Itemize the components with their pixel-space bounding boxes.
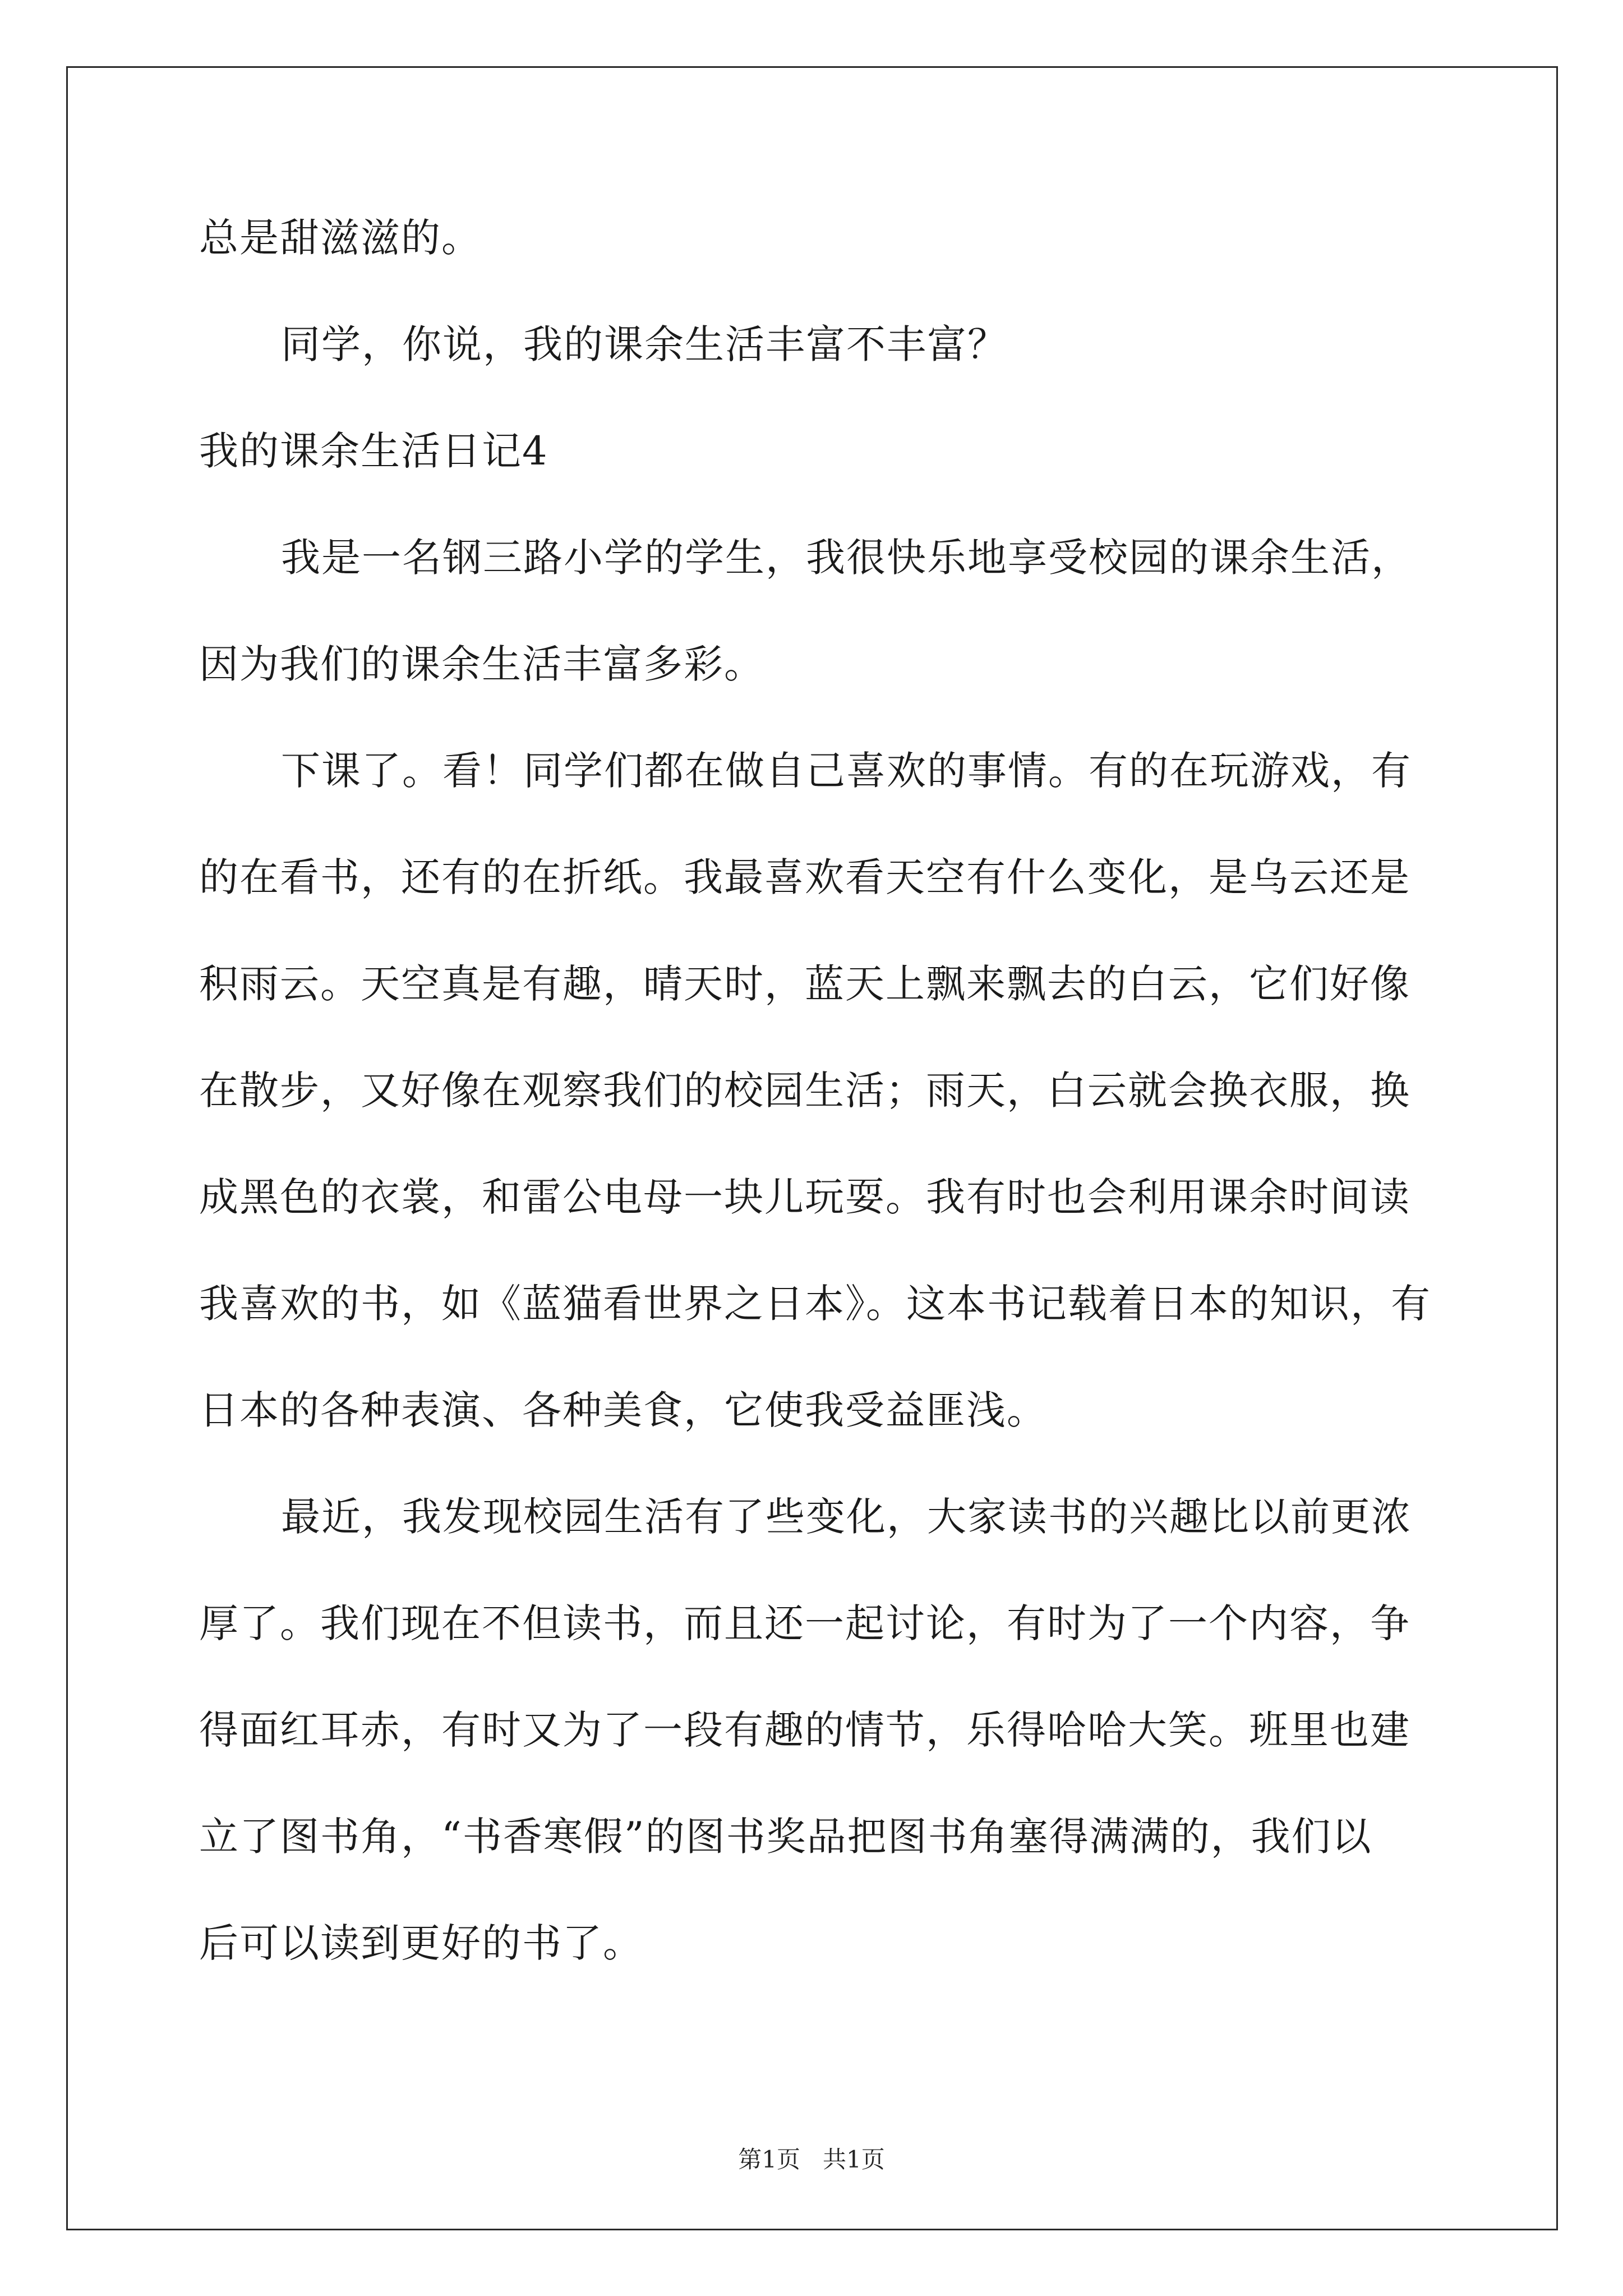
- text-line: 最近，我发现校园生活有了些变化，大家读书的兴趣比以前更浓: [281, 1494, 1412, 1540]
- text-line: 在散步，又好像在观察我们的校园生活；雨天，白云就会换衣服，换: [199, 1068, 1410, 1114]
- text-line: 因为我们的课余生活丰富多彩。: [199, 641, 764, 687]
- section-heading: 我的课余生活日记4: [199, 428, 548, 474]
- text-line: 总是甜滋滋的。: [199, 215, 482, 261]
- text-line: 同学，你说，我的课余生活丰富不丰富？: [281, 321, 1008, 367]
- text-line: 下课了。看！同学们都在做自己喜欢的事情。有的在玩游戏，有: [281, 748, 1412, 794]
- page-footer: [0, 2144, 1623, 2175]
- text-line: 积雨云。天空真是有趣，晴天时，蓝天上飘来飘去的白云，它们好像: [199, 961, 1410, 1007]
- document-body: [199, 213, 1431, 2025]
- text-line: 后可以读到更好的书了。: [199, 1920, 643, 1966]
- text-line: 立了图书角，“书香寒假”的图书奖品把图书角塞得满满的，我们以: [199, 1814, 1372, 1860]
- text-line: 我喜欢的书，如《蓝猫看世界之日本》。这本书记载着日本的知识，有: [199, 1281, 1431, 1327]
- text-line: 厚了。我们现在不但读书，而且还一起讨论，有时为了一个内容，争: [199, 1600, 1410, 1646]
- text-line: 得面红耳赤，有时又为了一段有趣的情节，乐得哈哈大笑。班里也建: [199, 1707, 1410, 1753]
- text-line: 的在看书，还有的在折纸。我最喜欢看天空有什么变化，是乌云还是: [199, 854, 1410, 900]
- page-total: 共1页: [823, 2146, 885, 2173]
- page-number: 第1页: [738, 2146, 800, 2173]
- text-line: 成黑色的衣裳，和雷公电母一块儿玩耍。我有时也会利用课余时间读: [199, 1174, 1410, 1220]
- text-line: 我是一名钢三路小学的学生，我很快乐地享受校园的课余生活，: [281, 535, 1412, 581]
- text-line: 日本的各种表演、各种美食，它使我受益匪浅。: [199, 1387, 1047, 1433]
